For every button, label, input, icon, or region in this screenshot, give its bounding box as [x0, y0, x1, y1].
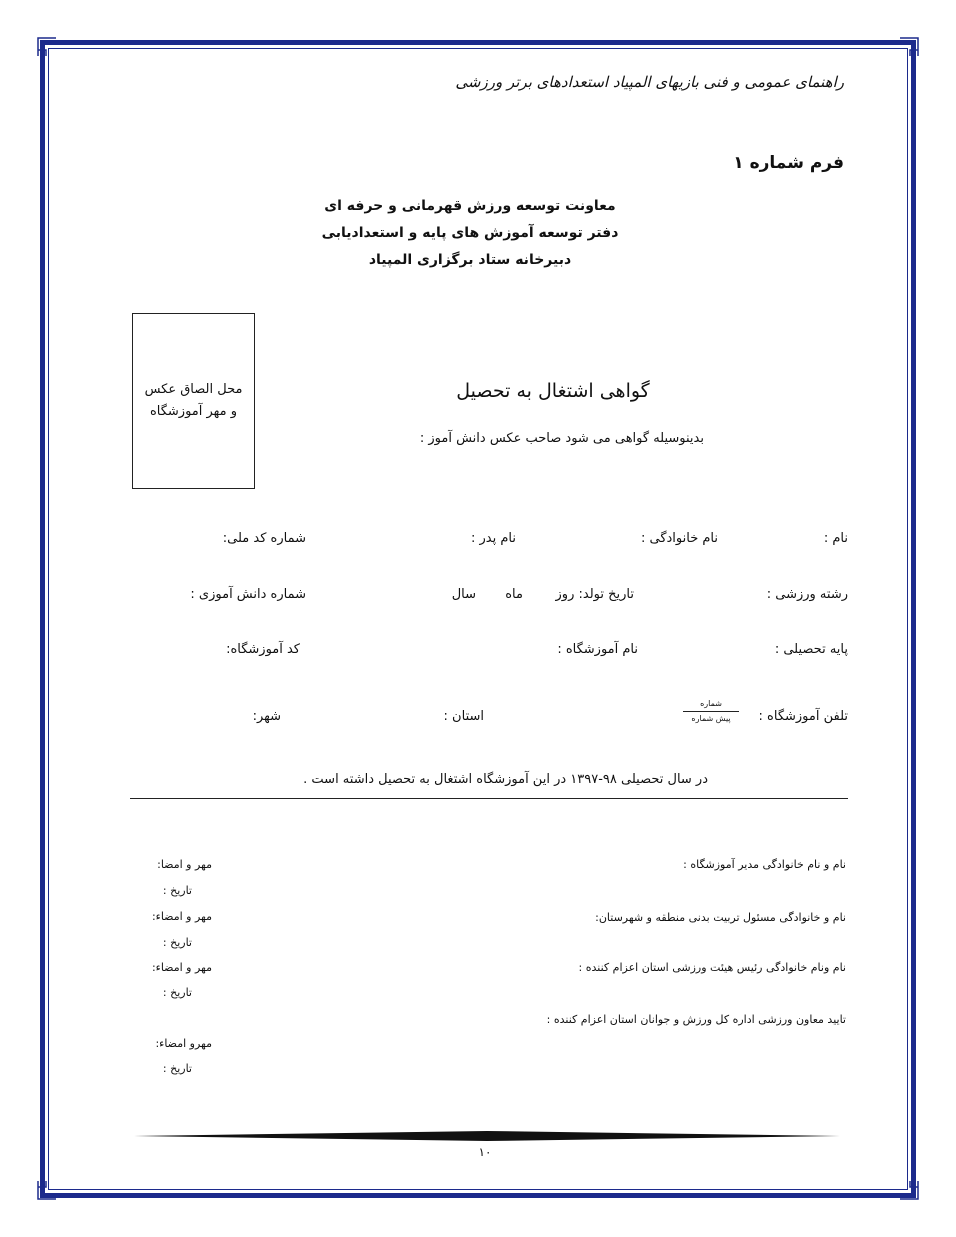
enrollment-statement: در سال تحصیلی ۹۸-۱۳۹۷ در این آموزشگاه اشتغال به تحصیل داشته است . — [303, 772, 708, 787]
field-school-code: کد آموزشگاه: — [226, 642, 300, 657]
field-grade: پایه تحصیلی : — [774, 642, 848, 657]
corner-ornament-icon — [898, 36, 920, 58]
signature-label-principal: نام و نام خانوادگی مدیر آموزشگاه : — [683, 858, 846, 871]
field-national-id: شماره کد ملی: — [222, 531, 306, 546]
phone-fraction — [683, 698, 739, 725]
certificate-title: گواهی اشتغال به تحصیل — [456, 380, 650, 402]
field-school-phone: تلفن آموزشگاه : — [758, 709, 848, 724]
field-city: شهر: — [252, 709, 281, 724]
field-sport: رشته ورزشی : — [766, 587, 848, 602]
corner-ornament-icon — [36, 1179, 58, 1201]
field-student-number: شماره دانش آموزی : — [190, 587, 306, 602]
signature-label-pe-officer: نام و خانوادگی مسئول تربیت بدنی منطقه و شهرستان: — [595, 911, 846, 924]
page-number: ۱۰ — [478, 1145, 492, 1159]
field-province: استان : — [443, 709, 484, 724]
date-label: تاریخ : — [162, 936, 192, 949]
date-label: تاریخ : — [162, 1062, 192, 1075]
phone-number-label: شماره — [700, 699, 722, 708]
org-line-2: دفتر توسعه آموزش های پایه و استعدادیابی — [321, 225, 619, 241]
area-code-label: پیش شماره — [691, 714, 731, 723]
certificate-subtitle: بدینوسیله گواهی می شود صاحب عکس دانش آموز : — [419, 431, 704, 446]
field-name: نام : — [823, 531, 848, 546]
org-line-3: دبیرخانه ستاد برگزاری المپیاد — [368, 252, 572, 268]
corner-ornament-icon — [898, 1179, 920, 1201]
field-father: نام پدر : — [471, 531, 516, 546]
running-header: راهنمای عمومی و فنی بازیهای المپیاد استعدادهای برتر ورزشی — [455, 73, 844, 91]
form-number: فرم شماره ۱ — [733, 153, 844, 173]
signature-label-deputy: تایید معاون ورزشی اداره کل ورزش و جوانان استان اعزام کننده : — [546, 1013, 846, 1026]
divider — [130, 798, 848, 799]
field-birth-month: ماه — [505, 587, 523, 602]
fraction-bar — [683, 711, 739, 712]
stamp-label: مهر و امضاء: — [151, 961, 212, 974]
field-birth-day: تاریخ تولد: روز — [555, 587, 634, 602]
corner-ornament-icon — [36, 36, 58, 58]
photo-label-line-1: محل الصاق عکس — [144, 382, 243, 397]
stamp-label: مهر و امضا: — [157, 858, 212, 871]
date-label: تاریخ : — [162, 884, 192, 897]
footer-divider — [134, 1131, 840, 1141]
signature-label-board-head: نام ونام خانوادگی رئیس هیئت ورزشی استان اعزام کننده : — [578, 961, 846, 974]
field-school-name: نام آموزشگاه : — [557, 642, 638, 657]
stamp-label: مهرو امضاء: — [155, 1037, 212, 1050]
org-line-1: معاونت توسعه ورزش قهرمانی و حرفه ای — [324, 198, 616, 214]
photo-label-line-2: و مهر آموزشگاه — [149, 404, 238, 419]
field-birth-year: سال — [451, 587, 476, 602]
stamp-label: مهر و امضاء: — [151, 910, 212, 923]
field-family: نام خانوادگی : — [640, 531, 718, 546]
date-label: تاریخ : — [162, 986, 192, 999]
